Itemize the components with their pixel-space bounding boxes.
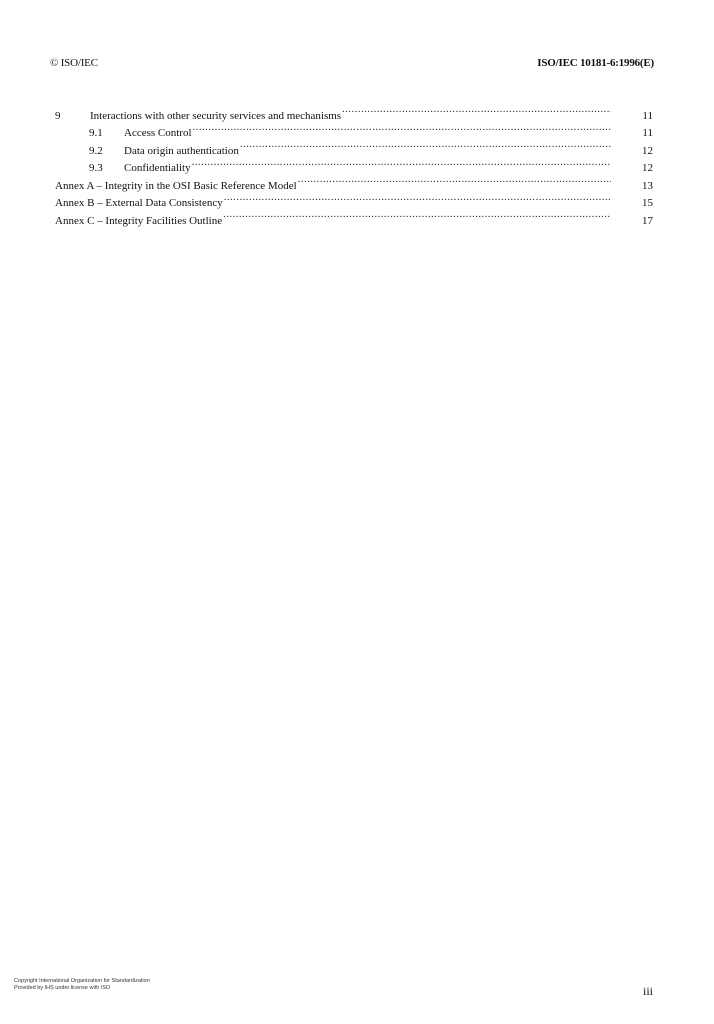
toc-entry-page: 12	[642, 162, 653, 174]
toc-leader-dots	[224, 189, 611, 207]
toc-entry-page: 13	[642, 179, 653, 192]
header-standard-number: ISO/IEC 10181-6:1996(E)	[537, 57, 654, 69]
toc-entry-number: 9	[55, 109, 61, 122]
footer-license-line: Provided by IHS under license with ISO	[14, 985, 111, 991]
toc-entry-title: Annex B – External Data Consistency	[55, 197, 223, 209]
toc-entry-page: 11	[642, 109, 653, 122]
toc-leader-dots	[298, 171, 611, 189]
toc-entry-page: 11	[642, 127, 653, 139]
header-copyright: © ISO/IEC	[50, 57, 98, 69]
toc-entry-title: Interactions with other security services and mechanisms	[90, 109, 342, 122]
page-number: iii	[642, 984, 653, 998]
toc-leader-dots	[193, 119, 611, 137]
toc-entry-title: Confidentiality	[124, 162, 191, 174]
toc-entry-title: Access Control	[124, 127, 192, 139]
footer-copyright-notice	[14, 978, 150, 992]
toc-entry-title: Annex C – Integrity Facilities Outline	[55, 214, 223, 227]
toc-leader-dots	[192, 154, 611, 172]
toc-entry-number: 9.2	[89, 144, 103, 157]
toc-entry-page: 12	[642, 144, 653, 157]
toc-leader-dots	[240, 136, 611, 154]
toc-leader-dots	[223, 206, 611, 224]
toc-entry-page: 17	[642, 214, 653, 227]
toc-entry-title: Data origin authentication	[124, 144, 239, 157]
toc-entry-page: 15	[642, 197, 653, 209]
toc-entry-title: Annex A – Integrity in the OSI Basic Reference Model	[55, 179, 297, 192]
table-of-contents	[55, 101, 653, 227]
toc-entry-number: 9.1	[89, 127, 103, 139]
toc-entry-number: 9.3	[89, 162, 103, 174]
toc-entry	[55, 101, 653, 122]
footer-copyright-line: Copyright International Organization for Standardization	[14, 978, 150, 984]
toc-leader-dots	[342, 101, 611, 119]
